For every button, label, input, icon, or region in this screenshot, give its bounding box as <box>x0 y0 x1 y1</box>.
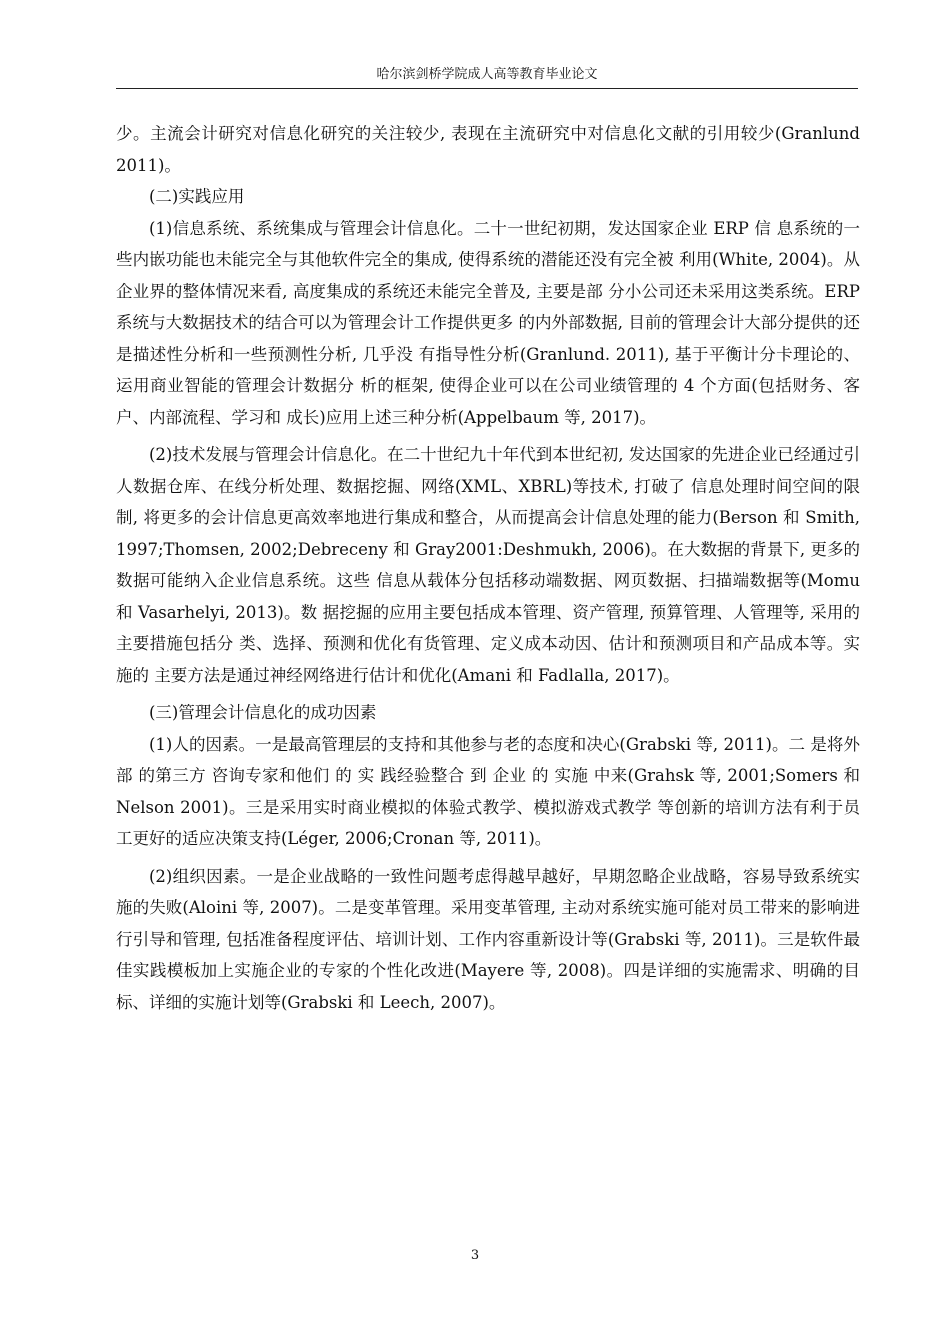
paragraph-tech-development: (2)技术发展与管理会计信息化。在二十世纪九十年代到本世纪初, 发达国家的先进企业已经通过引人数据仓库、在线分析处理、数据挖掘、网络(XML、XBRL)等技术, 打破了 信息处理时间空间的限制, 将更多的会计信息更高效率地进行集成和整合，从而提高会计信息处理的能力(Berson 和 Smith, 1997;Thomsen, 2002;Debreceny 和 Gray2001:Deshmukh, 2006)。在大数据的背景下, 更多的数据可能纳入企业信息系统。这些 信息从载体分包括移动端数据、网页数据、扫描端数据等(Momu 和 Vasarhelyi, 2013)。数 据挖掘的应用主要包括成本管理、资产管理, 预算管理、人管理等, 采用的主要措施包括分 类、选择、预测和优化有货管理、定义成本动因、估计和预测项目和产品成本等。实施的 主要方法是通过神经网络进行估计和优化(Amani 和 Fadlalla, 2017)。 <box>116 445 860 685</box>
page-number: 3 <box>470 1248 480 1263</box>
paragraph-info-systems: (1)信息系统、系统集成与管理会计信息化。二十一世纪初期，发达国家企业 ERP 信 息系统的一些内嵌功能也未能完全与其他软件完全的集成, 使得系统的潜能还没有完全被 利用(White, 2004)。从企业界的整体情况来看, 高度集成的系统还未能完全普及, 主要是部 分小公司还未采用这类系统。ERP 系统与大数据技术的结合可以为管理会计工作提供更多 的内外部数据, 目前的管理会计大部分提供的还是描述性分析和一些预测性分析, 几乎没 有指导性分析(Granlund. 2011), 基于平衡计分卡理论的、运用商业智能的管理会计数据分 析的框架, 使得企业可以在公司业绩管理的 4 个方面(包括财务、客户、内部流程、学习和 成长)应用上述三种分析(Appelbaum 等, 2017)。 <box>116 218 860 427</box>
page-header <box>116 66 858 89</box>
header-title: 哈尔滨剑桥学院成人高等教育毕业论文 <box>376 67 598 82</box>
page-footer <box>0 1247 950 1265</box>
section-heading-practice: (二)实践应用 <box>149 187 245 206</box>
document-body <box>116 118 860 1018</box>
paragraph-continued: 少。主流会计研究对信息化研究的关注较少, 表现在主流研究中对信息化文献的引用较少(Granlund 2011)。 <box>116 124 860 175</box>
section-heading-success-factors: (三)管理会计信息化的成功因素 <box>149 703 377 722</box>
paragraph-organizational-factors: (2)组织因素。一是企业战略的一致性问题考虑得越早越好，早期忽略企业战略，容易导致系统实施的失败(Aloini 等, 2007)。二是变革管理。采用变革管理, 主动对系统实施可能对员工带来的影响进行引导和管理, 包括准备程度评估、培训计划、工作内容重新设计等(Grabski 等, 2011)。三是软件最佳实践模板加上实施企业的专家的个性化改进(Mayere 等, 2008)。四是详细的实施需求、明确的目标、详细的实施计划等(Grabski 和 Leech, 2007)。 <box>116 866 860 1012</box>
paragraph-human-factors: (1)人的因素。一是最高管理层的支持和其他参与老的态度和决心(Grabski 等, 2011)。二 是将外 部 的第三方 咨询专家和他们 的 实 践经验整合 到 企业 的 实施 中来(Grahsk 等, 2001;Somers 和 Nelson 2001)。三是采用实时商业模拟的体验式教学、模拟游戏式教学 等创新的培训方法有利于员工更好的适应决策支持(Léger, 2006;Cronan 等, 2011)。 <box>116 734 860 848</box>
